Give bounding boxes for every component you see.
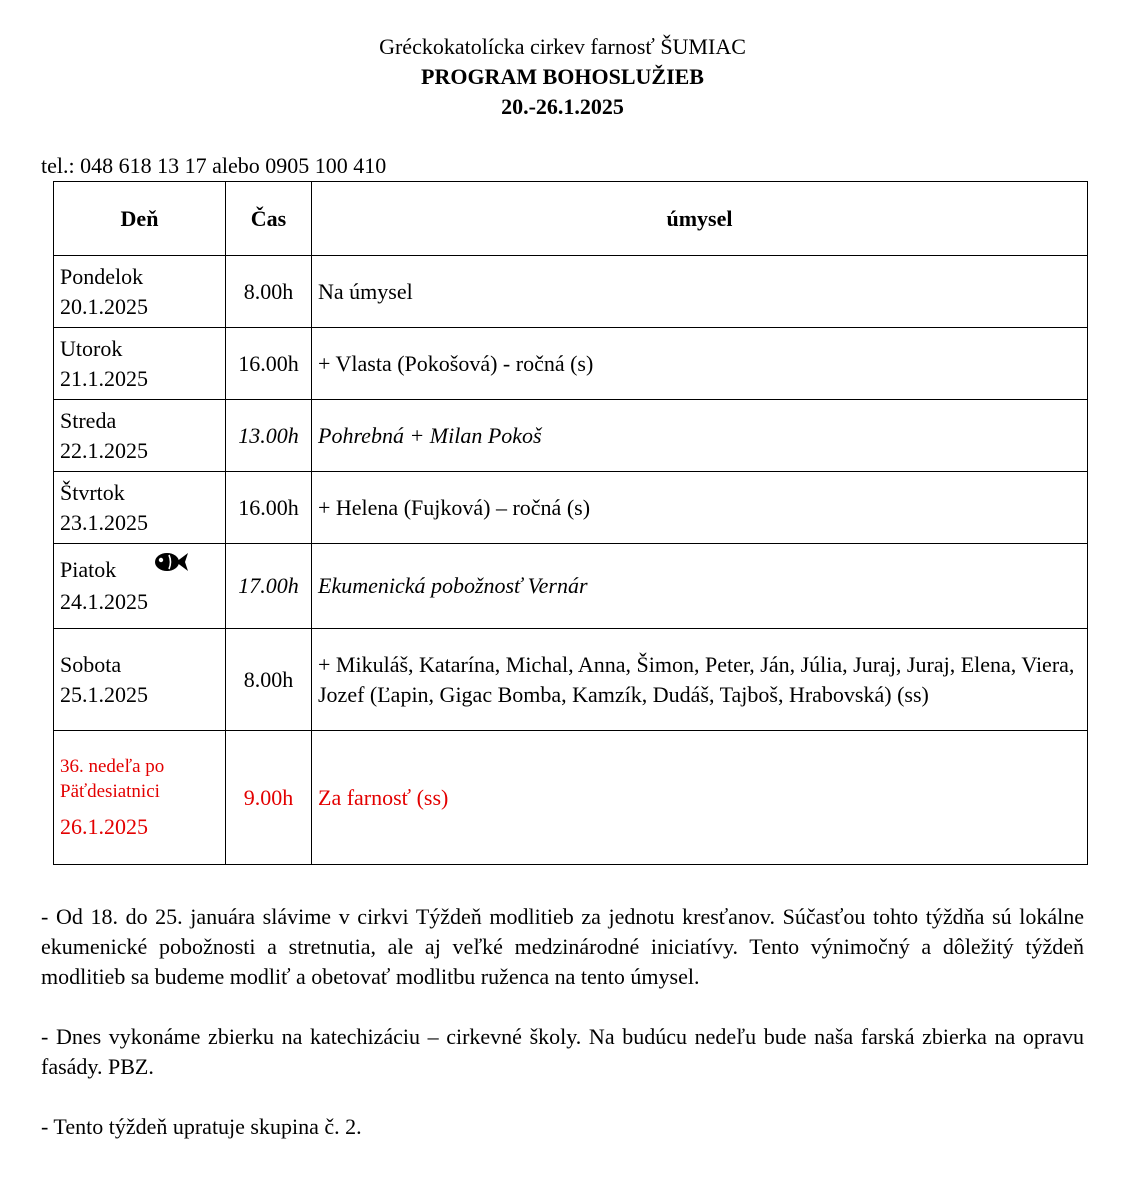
time-cell: 8.00h [226, 256, 312, 328]
day-cell [54, 256, 226, 328]
page-header [0, 32, 1125, 122]
header-time: Čas [226, 182, 312, 256]
announcement: - Od 18. do 25. januára slávime v cirkvi Týždeň modlitieb za jednotu kresťanov. Súčasťou tohto týždňa sú lokálne ekumenické pobožnosti a stretnutia, ale aj veľké medzinárodné iniciatívy. Tento výnimočný a dôležitý týždeň modlitieb sa budeme modliť a obetovať modlitbu ruženca na tento úmysel. [41, 904, 1084, 989]
table-row [54, 256, 1088, 328]
time-cell: 8.00h [226, 629, 312, 731]
table-row-sunday [54, 731, 1088, 865]
day-name: Štvrtok [60, 479, 125, 505]
day-date: 26.1.2025 [60, 813, 148, 839]
intention-cell: + Mikuláš, Katarína, Michal, Anna, Šimon, Peter, Ján, Júlia, Juraj, Juraj, Elena, Viera, Jozef (Ľapin, Gigac Bomba, Kamzík, Dudáš, Tajboš, Hrabovská) (ss) [312, 629, 1088, 731]
day-name: Utorok [60, 335, 123, 361]
fish-icon [154, 551, 188, 581]
day-date: 22.1.2025 [60, 437, 148, 463]
day-date: 20.1.2025 [60, 293, 148, 319]
intention-cell: Ekumenická pobožnosť Vernár [312, 544, 1088, 629]
day-name: Streda [60, 407, 117, 433]
intention-cell: Pohrebná + Milan Pokoš [312, 400, 1088, 472]
table-row [54, 544, 1088, 629]
table-row [54, 629, 1088, 731]
intention-cell: + Vlasta (Pokošová) - ročná (s) [312, 328, 1088, 400]
day-date: 21.1.2025 [60, 365, 148, 391]
time-cell: 17.00h [226, 544, 312, 629]
table-row [54, 328, 1088, 400]
time-cell: 9.00h [226, 731, 312, 865]
intention-cell: Za farnosť (ss) [312, 731, 1088, 865]
document-title: PROGRAM BOHOSLUŽIEB [421, 64, 704, 89]
day-date: 23.1.2025 [60, 509, 148, 535]
time-cell: 16.00h [226, 472, 312, 544]
day-name: 36. nedeľa po Päťdesiatnici [60, 755, 165, 802]
day-date: 24.1.2025 [60, 588, 148, 614]
day-name: Pondelok [60, 263, 144, 289]
contact-phone: tel.: 048 618 13 17 alebo 0905 100 410 [41, 153, 387, 178]
intention-cell: + Helena (Fujková) – ročná (s) [312, 472, 1088, 544]
intention-cell: Na úmysel [312, 256, 1088, 328]
table-header-row [54, 182, 1088, 256]
table-row [54, 472, 1088, 544]
day-date: 25.1.2025 [60, 681, 148, 707]
table-row [54, 400, 1088, 472]
day-name: Sobota [60, 651, 122, 677]
day-cell [54, 472, 226, 544]
announcements [41, 902, 1084, 1172]
day-cell [54, 400, 226, 472]
day-cell [54, 328, 226, 400]
time-cell: 13.00h [226, 400, 312, 472]
schedule-table [53, 181, 1088, 865]
day-name: Piatok [60, 557, 117, 583]
parish-name: Gréckokatolícka cirkev farnosť ŠUMIAC [379, 34, 746, 59]
header-intention: úmysel [312, 182, 1088, 256]
day-cell [54, 544, 226, 629]
date-range: 20.-26.1.2025 [501, 94, 624, 119]
announcement: - Dnes vykonáme zbierku na katechizáciu – cirkevné školy. Na budúcu nedeľu bude naša farská zbierka na opravu fasády. PBZ. [41, 1024, 1084, 1079]
day-cell [54, 731, 226, 865]
announcement: - Tento týždeň upratuje skupina č. 2. [41, 1114, 362, 1139]
day-cell [54, 629, 226, 731]
time-cell: 16.00h [226, 328, 312, 400]
header-day: Deň [54, 182, 226, 256]
